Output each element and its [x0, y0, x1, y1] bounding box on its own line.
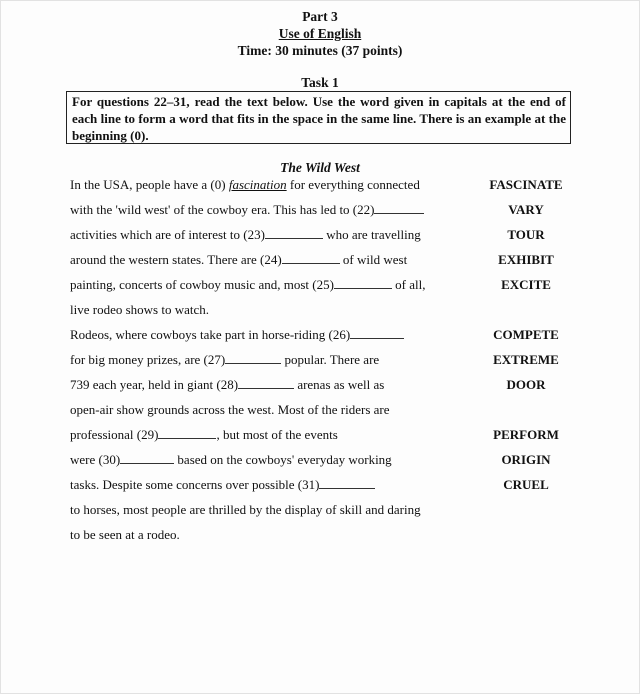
text-line-8: for big money prizes, are (27) popular. There are — [70, 352, 380, 367]
gap-23[interactable] — [265, 228, 323, 239]
keyword-extreme: EXTREME — [493, 352, 559, 367]
gap-29[interactable] — [158, 428, 216, 439]
time-heading: Time: 30 minutes (37 points) — [237, 43, 403, 58]
text-line-14: to horses, most people are thrilled by the display of skill and daring — [70, 502, 421, 517]
section-heading: Use of English — [278, 26, 362, 41]
text-line-1: In the USA, people have a (0) fascination for everything connected — [70, 177, 420, 192]
gap-30[interactable] — [120, 453, 174, 464]
gap-24[interactable] — [282, 253, 340, 264]
text-line-13: tasks. Despite some concerns over possible (31) — [70, 477, 375, 493]
text-line-3: activities which are of interest to (23) who are travelling — [70, 227, 421, 242]
text-line-12: were (30) based on the cowboys' everyday working — [70, 452, 392, 467]
keyword-excite: EXCITE — [501, 277, 551, 292]
gap-27[interactable] — [225, 353, 281, 364]
text-title: The Wild West — [280, 160, 360, 175]
keyword-origin: ORIGIN — [501, 452, 551, 467]
keyword-perform: PERFORM — [493, 427, 559, 442]
keyword-compete: COMPETE — [493, 327, 559, 342]
task-title: Task 1 — [301, 75, 339, 90]
text-line-5: painting, concerts of cowboy music and, most (25) of all, — [70, 277, 426, 292]
part-heading: Part 3 — [302, 9, 338, 24]
keyword-vary: VARY — [508, 202, 544, 217]
keyword-cruel: CRUEL — [503, 477, 549, 492]
instructions-box: For questions 22–31, read the text below. Use the word given in capitals at the end of each line to form a word that fits in the space in the same line. There is an example at the beginning (0). — [66, 91, 571, 144]
text-line-15: to be seen at a rodeo. — [70, 527, 180, 542]
text-line-6: live rodeo shows to watch. — [70, 302, 210, 317]
text-line-10: open-air show grounds across the west. Most of the riders are — [70, 402, 390, 417]
gap-22[interactable] — [374, 203, 424, 214]
keyword-exhibit: EXHIBIT — [498, 252, 554, 267]
gap-31[interactable] — [319, 478, 375, 489]
keyword-door: DOOR — [506, 377, 546, 392]
gap-26[interactable] — [350, 328, 404, 339]
keyword-tour: TOUR — [507, 227, 545, 242]
keyword-fascinate: FASCINATE — [489, 177, 563, 192]
gap-25[interactable] — [334, 278, 392, 289]
text-line-2: with the 'wild west' of the cowboy era. This has led to (22) — [70, 202, 424, 218]
text-line-7: Rodeos, where cowboys take part in horse-riding (26) — [70, 327, 404, 343]
text-line-4: around the western states. There are (24) of wild west — [70, 252, 408, 267]
example-answer: fascination — [228, 177, 287, 192]
text-line-9: 739 each year, held in giant (28) arenas as well as — [70, 377, 385, 392]
text-line-11: professional (29) , but most of the events — [70, 427, 338, 442]
gap-28[interactable] — [238, 378, 294, 389]
